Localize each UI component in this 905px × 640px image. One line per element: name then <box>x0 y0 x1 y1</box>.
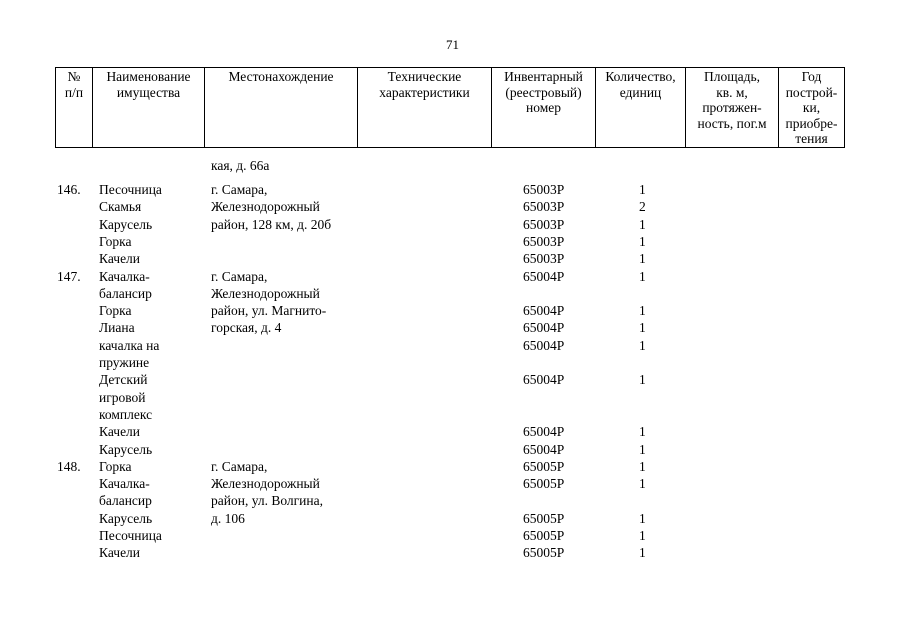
row-inventory: 65004Р <box>523 441 565 457</box>
row-inventory: 65003Р <box>523 251 565 267</box>
row-quantity: 1 <box>639 424 646 440</box>
table-body <box>0 157 905 577</box>
row-inventory: 65004Р <box>523 303 565 319</box>
row-name: качалка на <box>99 337 160 353</box>
row-name: Скамья <box>99 199 142 215</box>
row-quantity: 1 <box>639 528 646 543</box>
row-quantity: 2 <box>639 199 646 215</box>
header-year: Год построй- ки, приобре- тения <box>779 68 845 148</box>
row-name: Лиана <box>99 320 135 336</box>
row-inventory: 65005Р <box>523 476 565 492</box>
row-location: Железнодорожный <box>211 285 320 301</box>
row-quantity: 1 <box>639 372 646 388</box>
row-inventory: 65003Р <box>523 199 565 215</box>
row-quantity: 1 <box>639 303 646 319</box>
row-quantity: 1 <box>639 268 646 284</box>
row-name: Карусель <box>99 216 153 232</box>
row-name: Песочница <box>99 528 162 543</box>
row-number: 147. <box>57 268 81 284</box>
row-name: Качели <box>99 251 141 267</box>
row-location: район, ул. Волгина, <box>211 493 324 509</box>
row-name: Карусель <box>99 441 153 457</box>
header-name: Наименование имущества <box>93 68 205 148</box>
row-name: балансир <box>99 285 152 301</box>
header-tech: Технические характеристики <box>358 68 492 148</box>
row-quantity: 1 <box>639 545 646 561</box>
row-name: Горка <box>99 303 132 319</box>
row-name: комплекс <box>99 406 153 422</box>
row-location: Железнодорожный <box>211 199 320 215</box>
row-inventory: 65004Р <box>523 268 565 284</box>
row-quantity: 1 <box>639 476 646 492</box>
row-inventory: 65004Р <box>523 337 565 353</box>
row-name: Детский <box>99 372 148 388</box>
row-location: Железнодорожный <box>211 476 320 492</box>
row-location: д. 106 <box>211 510 245 526</box>
row-quantity: 1 <box>639 510 646 526</box>
row-location: г. Самара, <box>211 458 268 474</box>
row-quantity: 1 <box>639 320 646 336</box>
header-quantity: Количество, единиц <box>596 68 686 148</box>
row-location: горская, д. 4 <box>211 320 282 336</box>
header-area: Площадь, кв. м, протяжен- ность, пог.м <box>686 68 779 148</box>
header-inventory: Инвентарный (реестровый) номер <box>492 68 596 148</box>
row-name: Качели <box>99 545 141 561</box>
table-header <box>55 67 845 148</box>
row-name: игровой <box>99 389 146 405</box>
row-inventory: 65003Р <box>523 182 565 197</box>
row-name: Качели <box>99 424 141 440</box>
row-quantity: 1 <box>639 216 646 232</box>
row-number: 148. <box>57 458 81 474</box>
row-location: район, ул. Магнито- <box>211 303 327 319</box>
row-inventory: 65005Р <box>523 510 565 526</box>
row-inventory: 65004Р <box>523 372 565 388</box>
row-name: Качалка- <box>99 268 150 284</box>
row-name: Горка <box>99 458 132 474</box>
row-name: балансир <box>99 493 152 509</box>
row-inventory: 65004Р <box>523 424 565 440</box>
row-quantity: 1 <box>639 458 646 474</box>
row-quantity: 1 <box>639 233 646 249</box>
row-location: район, 128 км, д. 20б <box>211 216 332 232</box>
row-inventory: 65003Р <box>523 233 565 249</box>
row-quantity: 1 <box>639 337 646 353</box>
row-location: г. Самара, <box>211 182 268 197</box>
row-inventory: 65005Р <box>523 458 565 474</box>
header-location: Местонахождение <box>205 68 358 148</box>
row-inventory: 65003Р <box>523 216 565 232</box>
page-number: 71 <box>446 37 459 52</box>
row-name: Качалка- <box>99 476 150 492</box>
row-number: 146. <box>57 182 81 197</box>
row-quantity: 1 <box>639 441 646 457</box>
row-inventory: 65005Р <box>523 528 565 543</box>
continuation-text: кая, д. 66а <box>211 158 270 173</box>
row-location: г. Самара, <box>211 268 268 284</box>
header-num: № п/п <box>56 68 93 148</box>
row-name: пружине <box>99 355 150 370</box>
row-name: Карусель <box>99 510 153 526</box>
row-name: Песочница <box>99 182 162 197</box>
row-name: Горка <box>99 233 132 249</box>
row-inventory: 65004Р <box>523 320 565 336</box>
row-inventory: 65005Р <box>523 545 565 561</box>
row-quantity: 1 <box>639 182 646 197</box>
row-quantity: 1 <box>639 251 646 267</box>
